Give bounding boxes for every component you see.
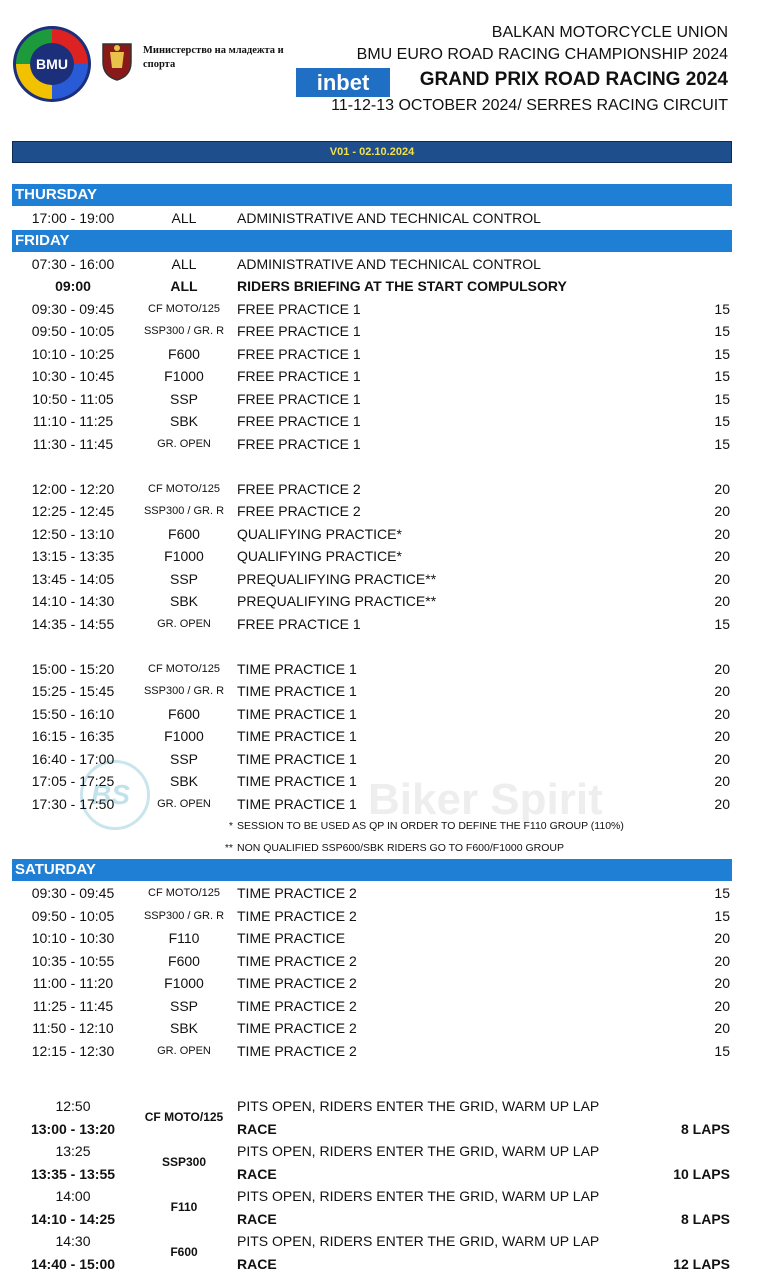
session-description: TIME PRACTICE 1 <box>237 705 357 722</box>
session-time: 16:40 - 17:00 <box>31 750 115 767</box>
schedule-row <box>12 927 732 950</box>
session-class: GR. OPEN <box>157 617 211 630</box>
session-time: 09:50 - 10:05 <box>31 907 115 924</box>
bulgarian-crest-icon <box>95 38 139 82</box>
warmup-description: PITS OPEN, RIDERS ENTER THE GRID, WARM UP LAP <box>237 1188 600 1204</box>
schedule-row <box>12 253 732 276</box>
session-class: ALL <box>171 210 197 226</box>
schedule-row <box>12 793 732 816</box>
session-minutes: 20 <box>714 728 730 744</box>
session-time: 16:15 - 16:35 <box>31 728 115 744</box>
watermark-text: Biker Spirit <box>368 775 603 824</box>
session-description: TIME PRACTICE 2 <box>237 975 357 991</box>
schedule-row <box>12 1040 732 1063</box>
event-title: GRAND PRIX ROAD RACING 2024 <box>419 69 728 90</box>
footnote-mark: * <box>228 820 233 832</box>
schedule-row <box>12 882 732 905</box>
session-class: CF MOTO/125 <box>148 302 220 315</box>
session-class: ALL <box>171 255 197 272</box>
watermark-logo-text: BS <box>91 779 130 810</box>
session-class: SSP <box>169 750 198 767</box>
session-description: TIME PRACTICE <box>237 930 346 946</box>
session-description: TIME PRACTICE 2 <box>237 907 357 924</box>
session-time: 10:10 - 10:30 <box>31 930 115 946</box>
schedule-row <box>12 770 732 793</box>
footnote-text: NON QUALIFIED SSP600/SBK RIDERS GO TO F600/F1000 GROUP <box>237 842 564 854</box>
session-time: 14:10 - 14:30 <box>31 593 115 609</box>
session-minutes: 20 <box>714 997 730 1014</box>
session-time: 17:05 - 17:25 <box>31 773 115 789</box>
session-description: TIME PRACTICE 2 <box>237 1042 357 1059</box>
session-class: CF MOTO/125 <box>148 887 220 899</box>
session-class: F600 <box>168 705 200 722</box>
schedule-row <box>12 703 732 726</box>
race-label: RACE <box>237 1210 277 1227</box>
schedule-row <box>12 680 732 703</box>
warmup-time: 13:25 <box>55 1143 91 1159</box>
session-minutes: 20 <box>714 750 730 767</box>
session-class: F600 <box>168 525 200 542</box>
session-time: 09:30 - 09:45 <box>31 885 115 901</box>
race-row <box>12 1230 732 1275</box>
race-time: 13:35 - 13:55 <box>30 1165 116 1182</box>
session-minutes: 15 <box>714 615 730 632</box>
session-time: 12:50 - 13:10 <box>31 525 115 542</box>
event-dates: 11-12-13 OCTOBER 2024/ SERRES RACING CIRCUIT <box>331 97 728 114</box>
session-minutes: 20 <box>714 1020 730 1036</box>
race-label: RACE <box>237 1120 277 1137</box>
organization-name: BALKAN MOTORCYCLE UNION <box>491 24 728 41</box>
race-class: F600 <box>170 1245 198 1259</box>
session-description: TIME PRACTICE 1 <box>237 683 357 699</box>
session-description: TIME PRACTICE 2 <box>237 997 357 1014</box>
session-time: 10:10 - 10:25 <box>31 345 115 362</box>
session-class: F1000 <box>164 548 204 564</box>
session-class: CF MOTO/125 <box>148 482 220 495</box>
session-class: SBK <box>169 773 198 789</box>
session-class: SSP <box>169 997 198 1014</box>
day-header-friday: FRIDAY <box>12 230 732 252</box>
championship-name: BMU EURO ROAD RACING CHAMPIONSHIP 2024 <box>356 46 728 63</box>
session-time: 10:30 - 10:45 <box>31 368 115 384</box>
session-minutes: 15 <box>714 368 730 384</box>
session-minutes: 20 <box>714 548 730 564</box>
race-time: 14:40 - 15:00 <box>30 1255 116 1272</box>
schedule-row <box>12 320 732 343</box>
race-laps: 10 LAPS <box>673 1165 730 1182</box>
session-class: SBK <box>169 593 198 609</box>
schedule-row <box>12 613 732 636</box>
schedule <box>12 184 732 1275</box>
schedule-row <box>12 568 732 591</box>
race-row <box>12 1185 732 1230</box>
race-label: RACE <box>237 1255 277 1272</box>
session-minutes: 20 <box>714 683 730 699</box>
session-minutes: 20 <box>714 593 730 609</box>
session-minutes: 20 <box>714 480 730 497</box>
session-time: 10:50 - 11:05 <box>32 390 114 407</box>
session-description: ADMINISTRATIVE AND TECHNICAL CONTROL <box>237 255 541 272</box>
warmup-description: PITS OPEN, RIDERS ENTER THE GRID, WARM UP LAP <box>237 1233 600 1249</box>
schedule-row <box>12 995 732 1018</box>
race-label: RACE <box>237 1165 277 1182</box>
race-laps: 8 LAPS <box>680 1120 730 1137</box>
session-minutes: 15 <box>714 907 730 924</box>
session-description: TIME PRACTICE 2 <box>237 885 357 901</box>
session-time: 13:45 - 14:05 <box>31 570 115 587</box>
session-time: 17:30 - 17:50 <box>31 795 115 812</box>
race-class: SSP300 <box>161 1155 207 1169</box>
day-header-thursday: THURSDAY <box>12 184 732 206</box>
bmu-logo-text: BMU <box>30 43 74 85</box>
schedule-row <box>12 275 732 298</box>
session-description: PREQUALIFYING PRACTICE** <box>237 570 437 587</box>
session-time: 11:10 - 11:25 <box>32 413 114 429</box>
session-description: TIME PRACTICE 2 <box>237 952 357 969</box>
session-class: F110 <box>168 930 200 946</box>
session-description: FREE PRACTICE 1 <box>237 323 361 339</box>
session-minutes: 15 <box>714 1042 730 1059</box>
race-time: 13:00 - 13:20 <box>30 1120 116 1137</box>
schedule-row <box>12 500 732 523</box>
day-header-saturday: SATURDAY <box>12 859 732 881</box>
session-class: ALL <box>170 278 198 294</box>
warmup-description: PITS OPEN, RIDERS ENTER THE GRID, WARM UP LAP <box>237 1098 600 1114</box>
session-description: PREQUALIFYING PRACTICE** <box>237 593 437 609</box>
footnote-text: SESSION TO BE USED AS QP IN ORDER TO DEFINE THE F110 GROUP (110%) <box>237 820 624 832</box>
session-minutes: 20 <box>714 705 730 722</box>
session-minutes: 20 <box>714 930 730 946</box>
session-class: SSP300 / GR. R <box>143 325 225 337</box>
session-class: GR. OPEN <box>157 797 211 810</box>
session-class: F600 <box>168 345 200 362</box>
session-description: FREE PRACTICE 2 <box>237 503 361 519</box>
warmup-time: 12:50 <box>55 1098 91 1114</box>
warmup-time: 14:30 <box>55 1233 91 1249</box>
session-time: 17:00 - 19:00 <box>31 210 115 226</box>
session-description: FREE PRACTICE 1 <box>237 390 361 407</box>
session-class: SBK <box>169 1020 198 1036</box>
session-class: SSP <box>169 570 198 587</box>
session-minutes: 20 <box>714 660 730 677</box>
footnote <box>12 837 732 859</box>
footnote <box>12 815 732 837</box>
sponsor-logo: inbet <box>296 68 390 97</box>
session-description: TIME PRACTICE 1 <box>237 750 357 767</box>
version-bar: V01 - 02.10.2024 <box>12 141 732 163</box>
session-class: F1000 <box>164 975 204 991</box>
session-class: SSP300 / GR. R <box>143 505 225 517</box>
session-minutes: 20 <box>714 975 730 991</box>
session-description: TIME PRACTICE 1 <box>237 795 357 812</box>
session-description: FREE PRACTICE 1 <box>237 615 361 632</box>
schedule-row <box>12 410 732 433</box>
session-time: 15:00 - 15:20 <box>31 660 115 677</box>
schedule-row <box>12 343 732 366</box>
session-minutes: 15 <box>714 323 730 339</box>
session-description: FREE PRACTICE 1 <box>237 300 361 317</box>
schedule-row <box>12 725 732 748</box>
session-description: FREE PRACTICE 1 <box>237 413 361 429</box>
session-minutes: 15 <box>714 435 730 452</box>
session-description: TIME PRACTICE 1 <box>237 660 357 677</box>
schedule-row <box>12 433 732 456</box>
session-time: 07:30 - 16:00 <box>31 255 115 272</box>
session-description: TIME PRACTICE 1 <box>237 773 357 789</box>
session-class: F1000 <box>164 368 204 384</box>
session-class: GR. OPEN <box>157 437 211 450</box>
session-time: 09:00 <box>55 278 91 294</box>
session-minutes: 20 <box>714 525 730 542</box>
session-description: QUALIFYING PRACTICE* <box>237 525 402 542</box>
session-class: GR. OPEN <box>157 1044 211 1057</box>
session-class: CF MOTO/125 <box>148 662 220 675</box>
session-class: SSP300 / GR. R <box>143 685 225 697</box>
warmup-time: 14:00 <box>55 1188 91 1204</box>
session-class: F600 <box>168 952 200 969</box>
schedule-row <box>12 388 732 411</box>
session-class: F1000 <box>164 728 204 744</box>
schedule-row <box>12 523 732 546</box>
session-time: 11:30 - 11:45 <box>32 435 114 452</box>
session-description: FREE PRACTICE 1 <box>237 345 361 362</box>
race-class: CF MOTO/125 <box>144 1110 224 1124</box>
session-minutes: 15 <box>714 345 730 362</box>
session-minutes: 15 <box>714 885 730 901</box>
session-minutes: 20 <box>714 503 730 519</box>
ministry-name: Министерство на младежта и спорта <box>143 45 284 70</box>
session-minutes: 20 <box>714 570 730 587</box>
session-time: 12:25 - 12:45 <box>31 503 115 519</box>
session-time: 09:30 - 09:45 <box>31 300 115 317</box>
schedule-row <box>12 365 732 388</box>
session-class: SSP300 / GR. R <box>143 909 225 922</box>
session-time: 15:25 - 15:45 <box>31 683 115 699</box>
session-time: 14:35 - 14:55 <box>31 615 115 632</box>
schedule-row <box>12 950 732 973</box>
session-minutes: 20 <box>714 795 730 812</box>
bmu-logo <box>13 26 91 102</box>
session-minutes: 15 <box>714 413 730 429</box>
session-minutes: 20 <box>714 773 730 789</box>
session-time: 13:15 - 13:35 <box>31 548 115 564</box>
session-description: FREE PRACTICE 1 <box>237 435 361 452</box>
schedule-row <box>12 905 732 928</box>
session-description: TIME PRACTICE 1 <box>237 728 357 744</box>
schedule-row <box>12 545 732 568</box>
session-time: 11:00 - 11:20 <box>32 975 114 991</box>
schedule-row <box>12 972 732 995</box>
race-row <box>12 1140 732 1185</box>
race-laps: 8 LAPS <box>680 1210 730 1227</box>
footnote-mark: ** <box>224 842 233 854</box>
race-row <box>12 1095 732 1140</box>
warmup-description: PITS OPEN, RIDERS ENTER THE GRID, WARM UP LAP <box>237 1143 600 1159</box>
schedule-row <box>12 658 732 681</box>
session-description: ADMINISTRATIVE AND TECHNICAL CONTROL <box>237 210 541 226</box>
session-description: FREE PRACTICE 2 <box>237 480 361 497</box>
session-minutes: 15 <box>714 390 730 407</box>
race-class: F110 <box>170 1200 198 1214</box>
race-time: 14:10 - 14:25 <box>30 1210 116 1227</box>
race-laps: 12 LAPS <box>673 1255 730 1272</box>
session-class: SSP <box>169 390 198 407</box>
document-header <box>0 0 758 135</box>
schedule-row <box>12 478 732 501</box>
session-time: 12:00 - 12:20 <box>31 480 115 497</box>
session-minutes: 15 <box>714 300 730 317</box>
schedule-row <box>12 1017 732 1040</box>
session-description: FREE PRACTICE 1 <box>237 368 361 384</box>
schedule-row <box>12 298 732 321</box>
session-description: TIME PRACTICE 2 <box>237 1020 357 1036</box>
schedule-row <box>12 748 732 771</box>
session-time: 15:50 - 16:10 <box>31 705 115 722</box>
schedule-row <box>12 207 732 230</box>
session-time: 12:15 - 12:30 <box>31 1042 115 1059</box>
schedule-row <box>12 590 732 613</box>
session-minutes: 20 <box>714 952 730 969</box>
session-time: 11:25 - 11:45 <box>32 997 114 1014</box>
session-time: 11:50 - 12:10 <box>32 1020 114 1036</box>
session-time: 09:50 - 10:05 <box>31 323 115 339</box>
session-class: SBK <box>169 413 198 429</box>
session-time: 10:35 - 10:55 <box>31 952 115 969</box>
session-description: RIDERS BRIEFING AT THE START COMPULSORY <box>237 278 567 294</box>
session-description: QUALIFYING PRACTICE* <box>237 548 402 564</box>
